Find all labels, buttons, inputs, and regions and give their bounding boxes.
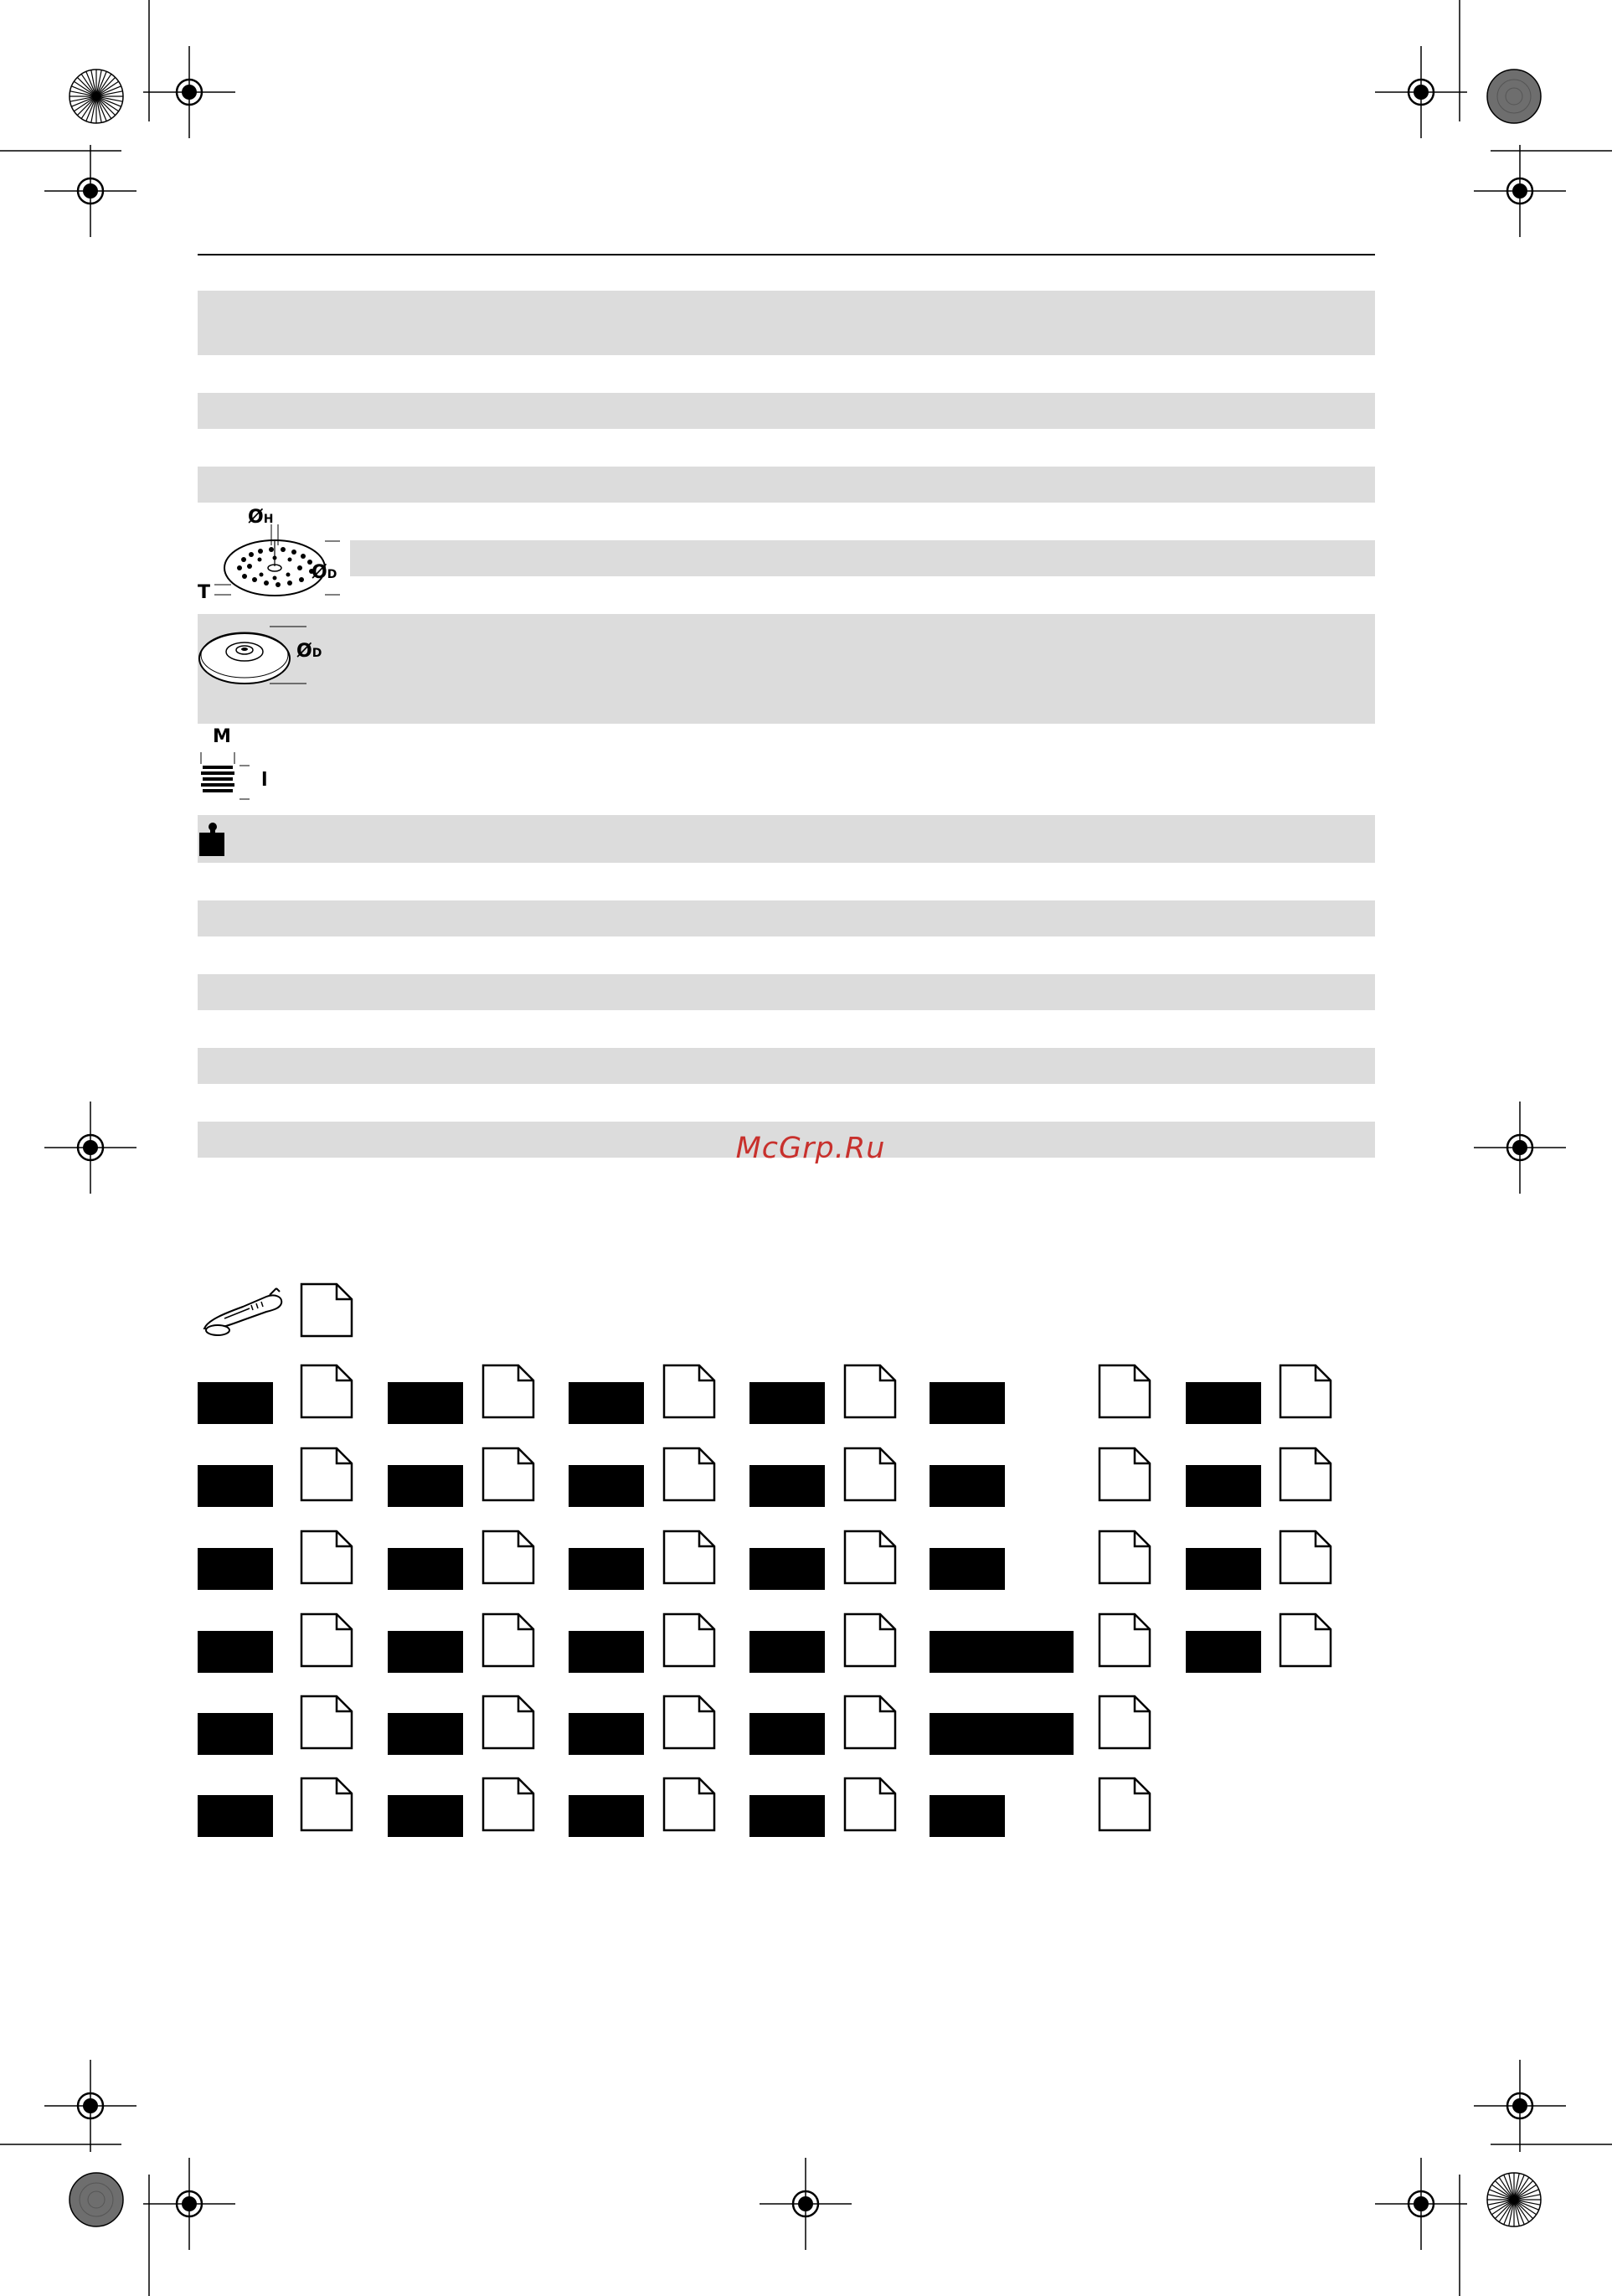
watermark: McGrp.Ru	[735, 1132, 886, 1165]
reference-tag	[388, 1382, 463, 1424]
reference-tag	[198, 1382, 273, 1424]
reference-tag	[569, 1548, 644, 1590]
reference-tag	[388, 1548, 463, 1590]
reference-tag	[749, 1631, 825, 1673]
reference-tag	[198, 1713, 273, 1755]
page-icon	[482, 1447, 535, 1502]
outer-diameter-label: ØD	[312, 562, 337, 583]
reference-tag	[388, 1631, 463, 1673]
page-icon	[482, 1364, 535, 1419]
spec-band-weight	[198, 815, 1375, 863]
thread-length-label: l	[261, 770, 268, 791]
page-icon	[300, 1282, 353, 1338]
reference-tag	[749, 1382, 825, 1424]
perforated-disc-icon	[198, 508, 348, 608]
page-icon	[1279, 1530, 1332, 1585]
reference-tag	[1186, 1631, 1261, 1673]
reference-tag	[749, 1795, 825, 1837]
reference-tag	[930, 1713, 1074, 1755]
spindle-thread-icon	[198, 727, 281, 804]
page-icon	[843, 1695, 897, 1750]
page-icon	[482, 1695, 535, 1750]
page-icon	[662, 1777, 716, 1832]
page-icon	[1279, 1447, 1332, 1502]
reference-tag	[930, 1382, 1005, 1424]
page-icon	[1098, 1612, 1151, 1668]
page-icon	[843, 1364, 897, 1419]
page-icon	[1098, 1447, 1151, 1502]
hole-diameter-label: ØH	[248, 507, 274, 528]
reference-tag	[749, 1548, 825, 1590]
page-icon	[300, 1364, 353, 1419]
reference-tag	[930, 1465, 1005, 1507]
reference-tag	[569, 1795, 644, 1837]
backing-pad-icon	[198, 617, 348, 692]
reference-tag	[930, 1795, 1005, 1837]
page-icon	[300, 1530, 353, 1585]
page-icon	[300, 1612, 353, 1668]
page-icon	[662, 1447, 716, 1502]
reference-tag	[749, 1713, 825, 1755]
reference-tag	[569, 1382, 644, 1424]
weight-icon	[198, 821, 228, 858]
page-icon	[482, 1777, 535, 1832]
spec-band-disc	[350, 540, 1375, 576]
reference-tag	[569, 1465, 644, 1507]
reference-tag	[569, 1713, 644, 1755]
spec-band-2	[198, 393, 1375, 429]
page-icon	[662, 1612, 716, 1668]
reference-tag	[198, 1465, 273, 1507]
page-icon	[1098, 1364, 1151, 1419]
reference-tag	[388, 1795, 463, 1837]
thread-size-label: M	[213, 726, 231, 747]
page-icon	[843, 1530, 897, 1585]
page-icon	[1098, 1777, 1151, 1832]
reference-tag	[198, 1548, 273, 1590]
reference-tag	[1186, 1548, 1261, 1590]
pad-diameter-label: ØD	[296, 641, 322, 662]
thickness-label: T	[198, 582, 211, 603]
header-rule	[198, 254, 1375, 255]
reference-tag	[1186, 1382, 1261, 1424]
page-icon	[300, 1695, 353, 1750]
spec-band-1	[198, 291, 1375, 355]
page-icon	[662, 1364, 716, 1419]
page-icon	[300, 1447, 353, 1502]
reference-tag	[388, 1713, 463, 1755]
page-icon	[662, 1695, 716, 1750]
page-icon	[482, 1612, 535, 1668]
page-icon	[300, 1777, 353, 1832]
reference-tag	[930, 1548, 1005, 1590]
reference-tag	[1186, 1465, 1261, 1507]
reference-tag	[198, 1631, 273, 1673]
page-icon	[1098, 1695, 1151, 1750]
page-icon	[1279, 1612, 1332, 1668]
spec-band-pad	[198, 614, 1375, 724]
spec-band-7	[198, 974, 1375, 1010]
reference-tag	[198, 1795, 273, 1837]
page-icon	[843, 1447, 897, 1502]
page-icon	[843, 1612, 897, 1668]
spec-band-6	[198, 900, 1375, 936]
page-icon	[1279, 1364, 1332, 1419]
spec-band-8	[198, 1048, 1375, 1084]
spec-band-3	[198, 467, 1375, 503]
reference-tag	[930, 1631, 1074, 1673]
page-icon	[482, 1530, 535, 1585]
page-icon	[1098, 1530, 1151, 1585]
page-icon	[843, 1777, 897, 1832]
reference-tag	[569, 1631, 644, 1673]
page-icon	[662, 1530, 716, 1585]
reference-tag	[388, 1465, 463, 1507]
reference-tag	[749, 1465, 825, 1507]
angle-grinder-icon	[199, 1282, 286, 1342]
